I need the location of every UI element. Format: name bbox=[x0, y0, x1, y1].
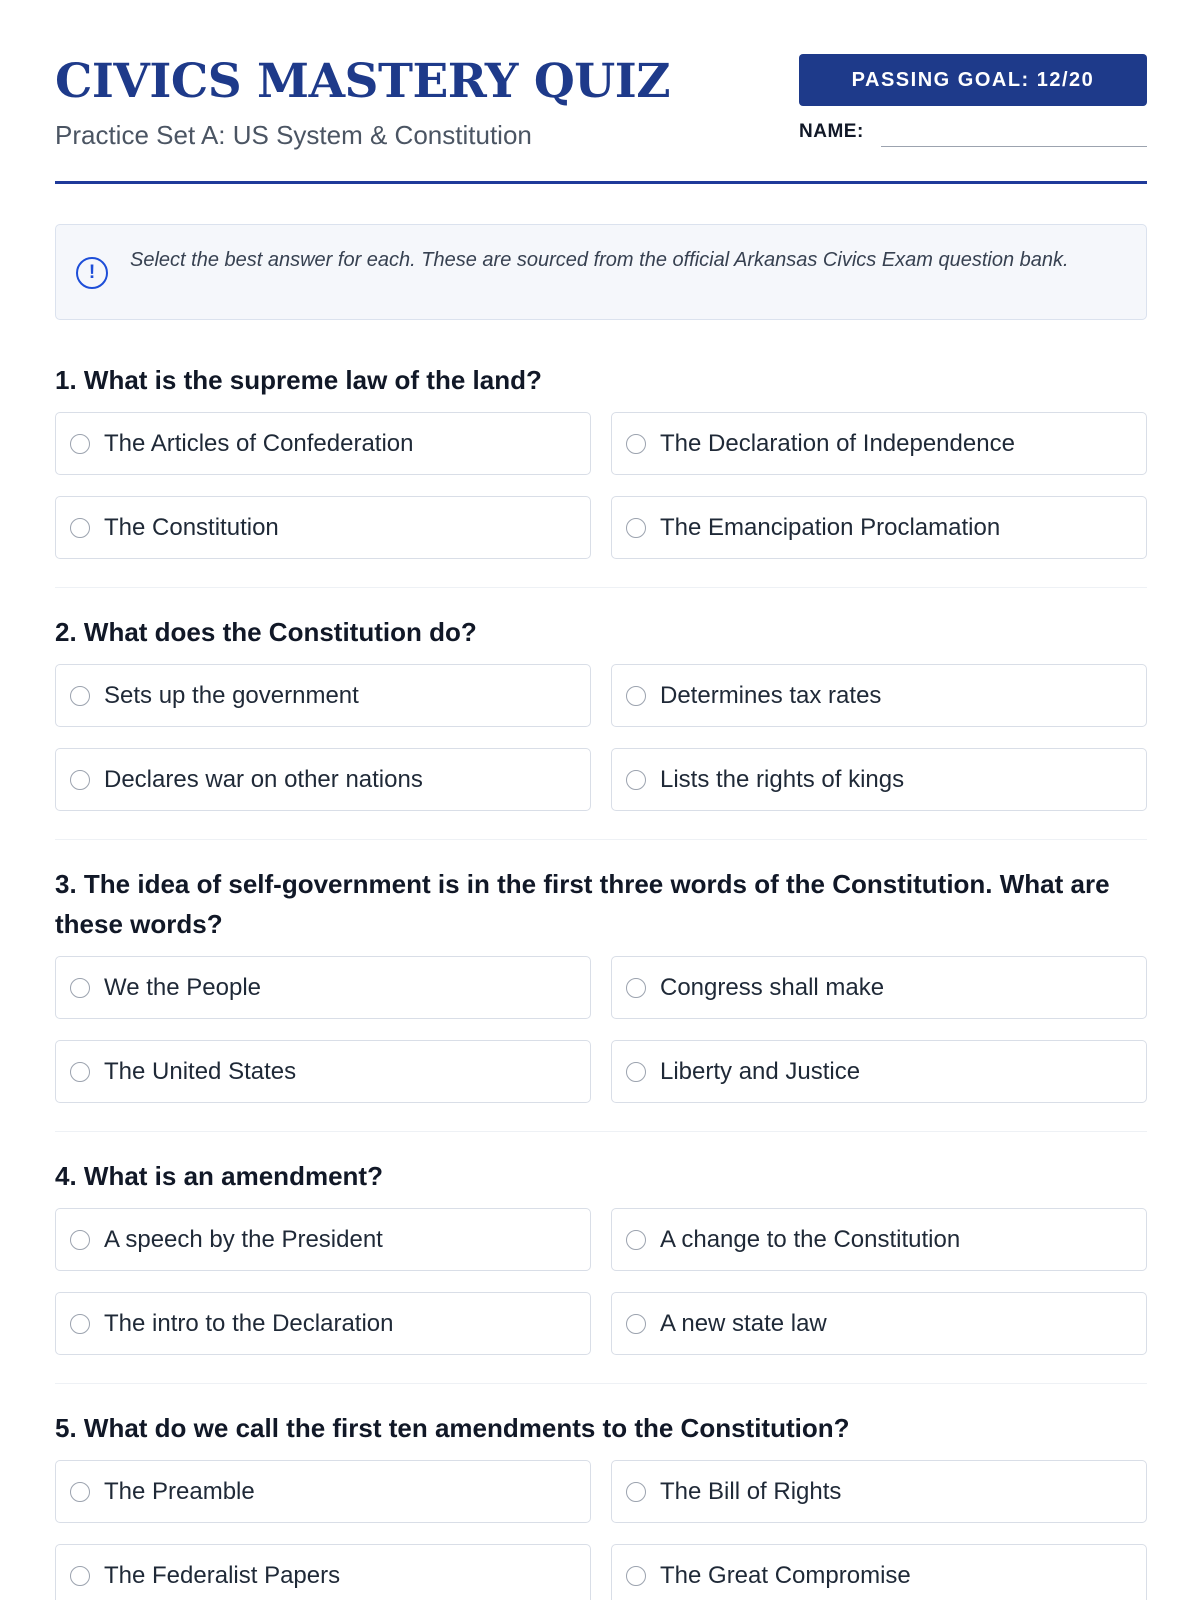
answer-label: We the People bbox=[104, 973, 261, 1001]
answer-label: The Constitution bbox=[104, 513, 279, 541]
answer-option[interactable] bbox=[55, 412, 591, 475]
answer-options bbox=[55, 1460, 1147, 1600]
answer-label: The Emancipation Proclamation bbox=[660, 513, 1001, 541]
radio-button[interactable] bbox=[70, 518, 90, 538]
radio-button[interactable] bbox=[70, 1230, 90, 1250]
answer-option[interactable] bbox=[55, 748, 591, 811]
radio-button[interactable] bbox=[70, 1062, 90, 1082]
radio-button[interactable] bbox=[626, 686, 646, 706]
answer-option[interactable] bbox=[55, 1040, 591, 1103]
answer-option[interactable] bbox=[55, 956, 591, 1019]
answer-label: Sets up the government bbox=[104, 681, 359, 709]
answer-label: Congress shall make bbox=[660, 973, 885, 1001]
page-subtitle: Practice Set A: US System & Constitution bbox=[55, 120, 532, 150]
answer-label: The Federalist Papers bbox=[104, 1561, 341, 1589]
answer-label: The Articles of Confederation bbox=[104, 429, 414, 457]
question-text: 4. What is an amendment? bbox=[55, 1161, 383, 1191]
answer-options bbox=[55, 956, 1147, 1103]
info-icon: ! bbox=[76, 257, 108, 289]
answer-option[interactable] bbox=[611, 496, 1147, 559]
answer-option[interactable] bbox=[611, 1460, 1147, 1523]
answer-label: The Great Compromise bbox=[660, 1561, 911, 1589]
question-4 bbox=[55, 1156, 1147, 1384]
radio-button[interactable] bbox=[70, 1314, 90, 1334]
answer-option[interactable] bbox=[55, 1460, 591, 1523]
question-3 bbox=[55, 864, 1147, 1132]
answer-options bbox=[55, 664, 1147, 811]
answer-option[interactable] bbox=[611, 1292, 1147, 1355]
radio-button[interactable] bbox=[70, 434, 90, 454]
answer-option[interactable] bbox=[611, 412, 1147, 475]
radio-button[interactable] bbox=[626, 1062, 646, 1082]
radio-button[interactable] bbox=[626, 1482, 646, 1502]
radio-button[interactable] bbox=[626, 1230, 646, 1250]
answer-option[interactable] bbox=[55, 664, 591, 727]
question-list bbox=[55, 360, 1147, 1600]
radio-button[interactable] bbox=[70, 978, 90, 998]
passing-goal-badge: PASSING GOAL: 12/20 bbox=[799, 54, 1147, 106]
question-1 bbox=[55, 360, 1147, 588]
answer-label: Lists the rights of kings bbox=[660, 765, 905, 793]
answer-label: A change to the Constitution bbox=[660, 1225, 961, 1253]
question-2 bbox=[55, 612, 1147, 840]
answer-option[interactable] bbox=[611, 956, 1147, 1019]
answer-label: Liberty and Justice bbox=[660, 1057, 861, 1085]
radio-button[interactable] bbox=[626, 1314, 646, 1334]
answer-option[interactable] bbox=[611, 664, 1147, 727]
radio-button[interactable] bbox=[626, 978, 646, 998]
quiz-header bbox=[55, 52, 1147, 184]
answer-option[interactable] bbox=[611, 1208, 1147, 1271]
answer-label: Declares war on other nations bbox=[104, 765, 423, 793]
answer-options bbox=[55, 1208, 1147, 1355]
name-field-line[interactable] bbox=[881, 146, 1147, 147]
radio-button[interactable] bbox=[626, 434, 646, 454]
answer-label: Determines tax rates bbox=[660, 681, 882, 709]
answer-option[interactable] bbox=[55, 1292, 591, 1355]
radio-button[interactable] bbox=[626, 518, 646, 538]
answer-label: The United States bbox=[104, 1057, 297, 1085]
radio-button[interactable] bbox=[626, 1566, 646, 1586]
answer-label: A speech by the President bbox=[104, 1225, 383, 1253]
radio-button[interactable] bbox=[70, 1566, 90, 1586]
question-text: 5. What do we call the first ten amendments to the Constitution? bbox=[55, 1413, 850, 1443]
radio-button[interactable] bbox=[70, 686, 90, 706]
answer-label: The Bill of Rights bbox=[660, 1477, 842, 1505]
name-label: NAME: bbox=[799, 121, 864, 142]
answer-option[interactable] bbox=[55, 1544, 591, 1600]
quiz-page bbox=[55, 0, 1147, 1600]
radio-button[interactable] bbox=[70, 770, 90, 790]
answer-label: The intro to the Declaration bbox=[104, 1309, 394, 1337]
answer-option[interactable] bbox=[611, 1040, 1147, 1103]
question-text: 3. The idea of self-government is in the first three words of the Constitution. What are these words? bbox=[55, 869, 1110, 939]
question-5 bbox=[55, 1408, 1147, 1600]
answer-label: The Preamble bbox=[104, 1477, 255, 1505]
answer-label: A new state law bbox=[660, 1309, 827, 1337]
answer-options bbox=[55, 412, 1147, 559]
answer-option[interactable] bbox=[55, 1208, 591, 1271]
answer-label: The Declaration of Independence bbox=[660, 429, 1015, 457]
instructions-notice bbox=[55, 224, 1147, 320]
question-text: 2. What does the Constitution do? bbox=[55, 617, 477, 647]
answer-option[interactable] bbox=[55, 496, 591, 559]
page-title: CIVICS MASTERY QUIZ bbox=[55, 54, 671, 109]
radio-button[interactable] bbox=[70, 1482, 90, 1502]
answer-option[interactable] bbox=[611, 1544, 1147, 1600]
radio-button[interactable] bbox=[626, 770, 646, 790]
answer-option[interactable] bbox=[611, 748, 1147, 811]
instructions-text: Select the best answer for each. These are sourced from the official Arkansas Civics Exam question bank. bbox=[130, 249, 1069, 271]
question-text: 1. What is the supreme law of the land? bbox=[55, 365, 542, 395]
